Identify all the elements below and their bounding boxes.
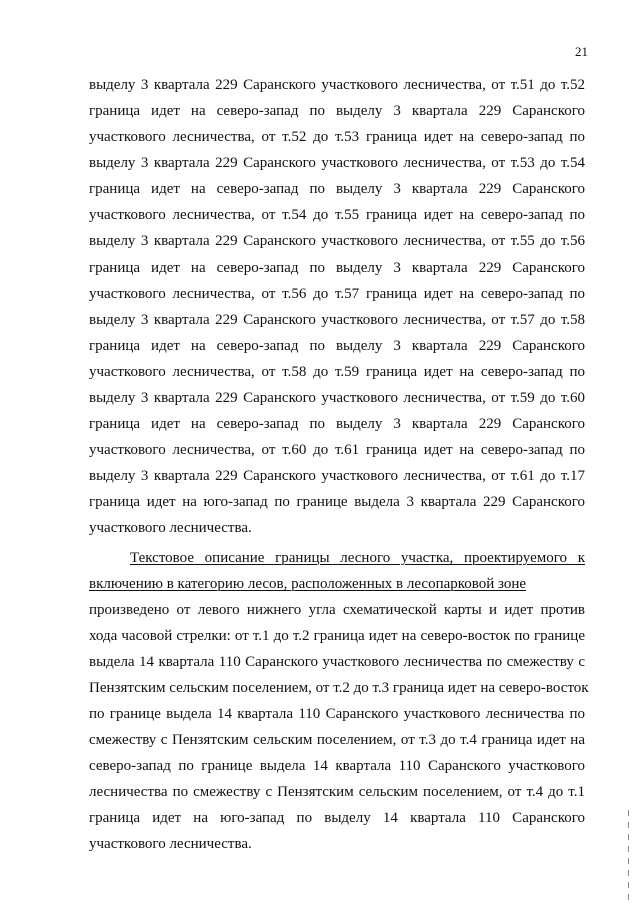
text-line: участкового лесничества, от т.52 до т.53 граница идет на северо-запад по <box>89 129 585 145</box>
text-line: граница идет на северо-запад по выделу 3 квартала 229 Саранского <box>89 260 585 276</box>
underlined-heading-line <box>130 549 585 567</box>
text-line: граница идет на северо-запад по выделу 3 квартала 229 Саранского <box>89 338 585 354</box>
text-line: граница идет на северо-запад по выделу 3 квартала 229 Саранского <box>89 416 585 432</box>
text-line: Пензятским сельским поселением, от т.2 до т.3 граница идет на северо-восток <box>89 680 589 696</box>
scan-edge-marks <box>628 810 629 900</box>
text-line: граница идет на юго-запад по границе выдела 3 квартала 229 Саранского <box>89 494 585 510</box>
text-line: участкового лесничества. <box>89 836 252 852</box>
text-line: граница идет на юго-запад по выделу 14 квартала 110 Саранского <box>89 810 585 826</box>
text-line: выдела 14 квартала 110 Саранского участкового лесничества по смежеству с <box>89 654 585 670</box>
text-line: выделу 3 квартала 229 Саранского участкового лесничества, от т.51 до т.52 <box>89 77 585 93</box>
text-line: выделу 3 квартала 229 Саранского участкового лесничества, от т.61 до т.17 <box>89 468 585 484</box>
text-line: участкового лесничества. <box>89 520 252 536</box>
text-line: участкового лесничества, от т.60 до т.61 граница идет на северо-запад по <box>89 442 585 458</box>
underlined-text: включению в категорию лесов, расположенных в лесопарковой зоне <box>89 576 527 592</box>
text-line: хода часовой стрелки: от т.1 до т.2 граница идет на северо-восток по границе <box>89 628 585 644</box>
text-line: выделу 3 квартала 229 Саранского участкового лесничества, от т.59 до т.60 <box>89 390 585 406</box>
text-line: участкового лесничества, от т.58 до т.59 граница идет на северо-запад по <box>89 364 585 380</box>
text-line: граница идет на северо-запад по выделу 3 квартала 229 Саранского <box>89 103 585 119</box>
text-line: выделу 3 квартала 229 Саранского участкового лесничества, от т.55 до т.56 <box>89 233 585 249</box>
underlined-heading-line <box>89 575 585 593</box>
underlined-text: Текстовое описание границы лесного участка, проектируемого к <box>130 550 585 566</box>
page-number: 21 <box>575 44 588 59</box>
text-line: выделу 3 квартала 229 Саранского участкового лесничества, от т.53 до т.54 <box>89 155 585 171</box>
text-line: выделу 3 квартала 229 Саранского участкового лесничества, от т.57 до т.58 <box>89 312 585 328</box>
text-line: произведено от левого нижнего угла схематической карты и идет против <box>89 602 585 618</box>
text-line: северо-запад по границе выдела 14 квартала 110 Саранского участкового <box>89 758 585 774</box>
text-line: по границе выдела 14 квартала 110 Саранского участкового лесничества по <box>89 706 585 722</box>
text-line: лесничества по смежеству с Пензятским сельским поселением, от т.4 до т.1 <box>89 784 585 800</box>
text-line: участкового лесничества, от т.56 до т.57 граница идет на северо-запад по <box>89 286 585 302</box>
text-line: смежеству с Пензятским сельским поселением, от т.3 до т.4 граница идет на <box>89 732 585 748</box>
text-line: участкового лесничества, от т.54 до т.55 граница идет на северо-запад по <box>89 207 585 223</box>
text-line: граница идет на северо-запад по выделу 3 квартала 229 Саранского <box>89 181 585 197</box>
